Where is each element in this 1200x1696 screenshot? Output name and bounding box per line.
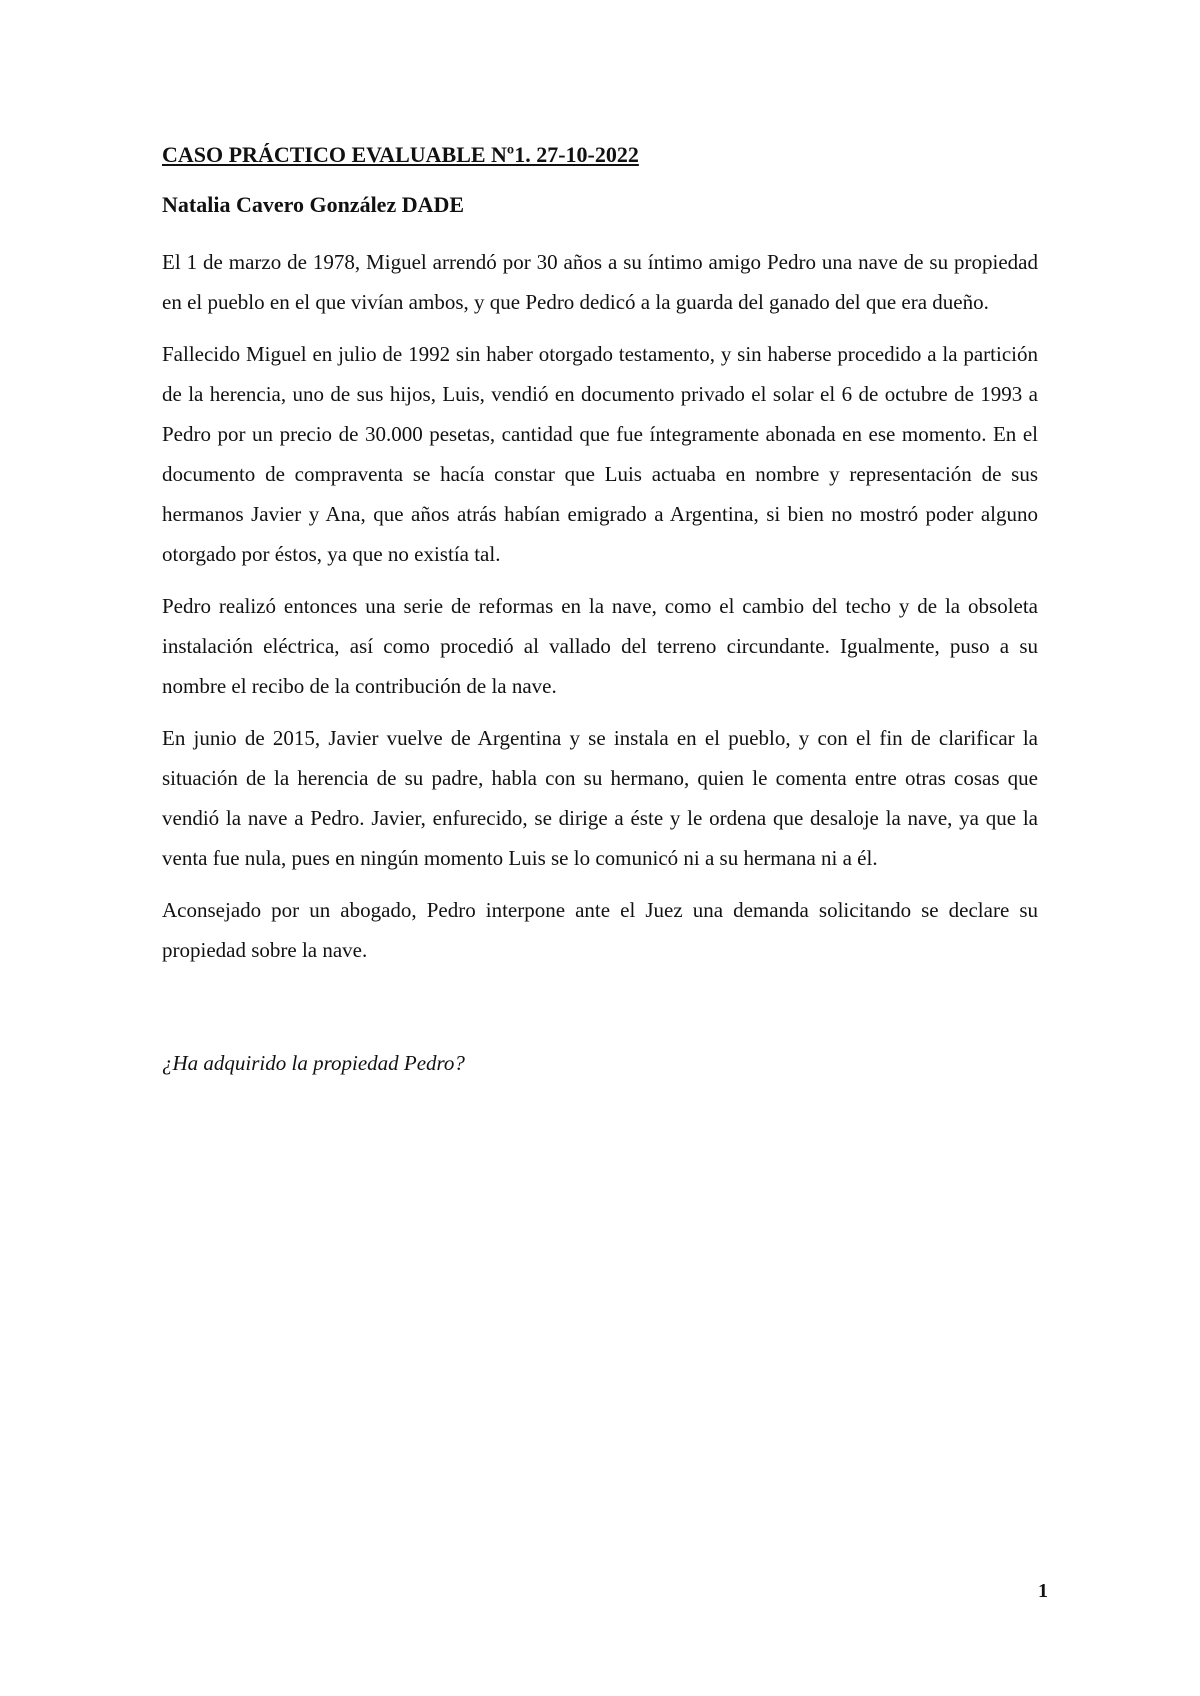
- case-question: ¿Ha adquirido la propiedad Pedro?: [162, 1051, 465, 1075]
- paragraph: El 1 de marzo de 1978, Miguel arrendó por 30 años a su íntimo amigo Pedro una nave de su propiedad en el pueblo en el que vivían ambos, y que Pedro dedicó a la guarda del ganado del que era dueño.: [162, 250, 1038, 314]
- paragraph: Pedro realizó entonces una serie de reformas en la nave, como el cambio del techo y de la obsoleta instalación eléctrica, así como procedió al vallado del terreno circundante. Igualmente, puso a su nombre el recibo de la contribución de la nave.: [162, 594, 1038, 698]
- document-author: Natalia Cavero González DADE: [162, 192, 465, 217]
- page-number: 1: [1038, 1580, 1048, 1602]
- paragraph: En junio de 2015, Javier vuelve de Argentina y se instala en el pueblo, y con el fin de clarificar la situación de la herencia de su padre, habla con su hermano, quien le comenta entre otras cosas que vendió la nave a Pedro. Javier, enfurecido, se dirige a éste y le ordena que desaloje la nave, ya que la venta fue nula, pues en ningún momento Luis se lo comunicó ni a su hermana ni a él.: [162, 726, 1038, 870]
- document-content: [162, 140, 1038, 1078]
- document-body: [162, 242, 1038, 970]
- paragraph: Aconsejado por un abogado, Pedro interpone ante el Juez una demanda solicitando se declare su propiedad sobre la nave.: [162, 898, 1038, 962]
- paragraph: Fallecido Miguel en julio de 1992 sin haber otorgado testamento, y sin haberse procedido a la partición de la herencia, uno de sus hijos, Luis, vendió en documento privado el solar el 6 de octubre de 1993 a Pedro por un precio de 30.000 pesetas, cantidad que fue íntegramente abonada en ese momento. En el documento de compraventa se hacía constar que Luis actuaba en nombre y representación de sus hermanos Javier y Ana, que años atrás habían emigrado a Argentina, si bien no mostró poder alguno otorgado por éstos, ya que no existía tal.: [162, 342, 1038, 566]
- document-title: CASO PRÁCTICO EVALUABLE Nº1. 27-10-2022: [162, 142, 639, 167]
